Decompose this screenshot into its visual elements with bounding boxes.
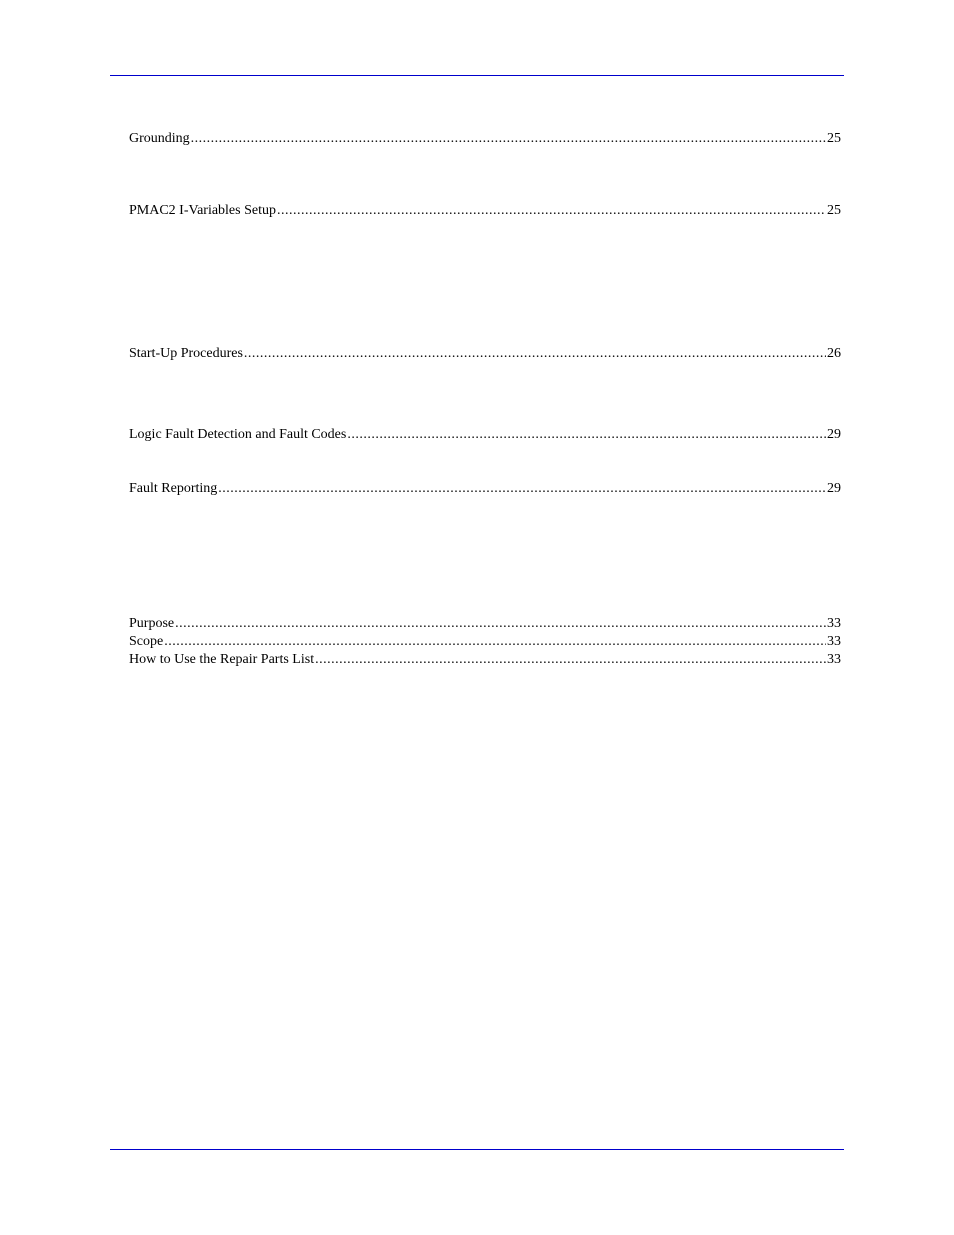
toc-entry-page: 33 xyxy=(827,616,841,631)
toc-dot-leader xyxy=(191,130,826,148)
toc-entry-page: 33 xyxy=(827,634,841,649)
toc-entry-purpose[interactable] xyxy=(129,615,841,633)
toc-dot-leader xyxy=(277,202,826,220)
toc-entry-page: 26 xyxy=(827,346,841,361)
toc-entry-grounding[interactable] xyxy=(129,130,841,148)
toc-entry-scope[interactable] xyxy=(129,633,841,651)
toc-entry-pmac2-i-variables-setup[interactable] xyxy=(129,202,841,220)
toc-entry-title: Start-Up Procedures xyxy=(129,346,243,361)
toc-dot-leader xyxy=(164,633,826,651)
toc-dot-leader xyxy=(244,345,826,363)
toc-dot-leader xyxy=(218,480,826,498)
header-rule xyxy=(110,75,844,76)
toc-entry-logic-fault-detection[interactable] xyxy=(129,426,841,444)
toc-entry-page: 25 xyxy=(827,203,841,218)
toc-entry-page: 33 xyxy=(827,652,841,667)
toc-entry-title: Grounding xyxy=(129,131,190,146)
toc-entry-how-to-use-repair-parts-list[interactable] xyxy=(129,651,841,669)
toc-entry-fault-reporting[interactable] xyxy=(129,480,841,498)
toc-entry-title: PMAC2 I-Variables Setup xyxy=(129,203,276,218)
toc-entry-title: Logic Fault Detection and Fault Codes xyxy=(129,427,347,442)
toc-entry-start-up-procedures[interactable] xyxy=(129,345,841,363)
footer-rule xyxy=(110,1149,844,1150)
toc-entry-title: Purpose xyxy=(129,616,175,631)
toc-dot-leader xyxy=(175,615,826,633)
toc-entry-page: 29 xyxy=(827,427,841,442)
toc-entry-title: Scope xyxy=(129,634,164,649)
toc-entry-title: How to Use the Repair Parts List xyxy=(129,652,315,667)
toc-dot-leader xyxy=(315,651,826,669)
toc-dot-leader xyxy=(347,426,826,444)
toc-entry-title: Fault Reporting xyxy=(129,481,218,496)
toc-entry-page: 25 xyxy=(827,131,841,146)
toc-entry-page: 29 xyxy=(827,481,841,496)
